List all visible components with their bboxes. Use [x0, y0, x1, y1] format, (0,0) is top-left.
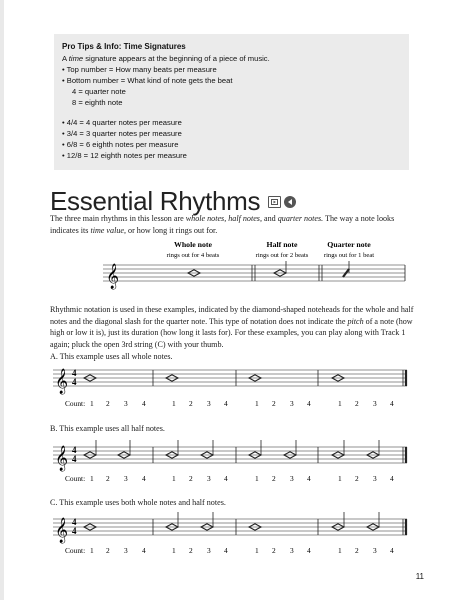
- svg-text:1: 1: [338, 546, 342, 555]
- whole-note-title: Whole note: [174, 240, 212, 249]
- svg-text:4: 4: [307, 546, 311, 555]
- svg-text:2: 2: [189, 546, 193, 555]
- tips-bottom-number: • Bottom number = What kind of note gets the beat: [62, 76, 233, 85]
- svg-text:3: 3: [373, 546, 377, 555]
- svg-text:3: 3: [124, 474, 128, 483]
- svg-text:1: 1: [255, 546, 259, 555]
- svg-text:2: 2: [355, 546, 359, 555]
- half-note-sub: rings out for 2 beats: [255, 252, 309, 259]
- svg-text:3: 3: [290, 399, 294, 408]
- svg-text:1: 1: [255, 474, 259, 483]
- treble-clef-icon: 𝄞: [55, 445, 69, 470]
- time-signature-top: 4: [72, 368, 77, 378]
- svg-text:2: 2: [272, 399, 276, 408]
- svg-text:3: 3: [290, 474, 294, 483]
- svg-text:4: 4: [224, 474, 228, 483]
- example-c-staff: [0, 507, 450, 557]
- svg-text:2: 2: [189, 399, 193, 408]
- svg-text:4: 4: [142, 399, 146, 408]
- treble-clef-icon: 𝄞: [55, 368, 69, 393]
- time-signature-bottom: 4: [72, 454, 77, 464]
- tips-list-item: • 6/8 = 6 eighth notes per measure: [62, 140, 179, 149]
- tips-eight-equals: 8 = eighth note: [72, 98, 123, 107]
- svg-text:3: 3: [290, 546, 294, 555]
- svg-text:3: 3: [207, 474, 211, 483]
- quarter-note-sub: rings out for 1 beat: [323, 252, 375, 259]
- example-c-label: C. This example uses both whole notes and half notes.: [50, 498, 226, 507]
- svg-text:1: 1: [172, 399, 176, 408]
- tips-list-item: • 3/4 = 3 quarter notes per measure: [62, 129, 182, 138]
- svg-text:2: 2: [106, 399, 110, 408]
- svg-text:2: 2: [106, 474, 110, 483]
- svg-text:3: 3: [207, 546, 211, 555]
- svg-text:1: 1: [338, 399, 342, 408]
- svg-text:3: 3: [124, 399, 128, 408]
- time-signature-top: 4: [72, 517, 77, 527]
- svg-text:1: 1: [172, 474, 176, 483]
- audio-icon[interactable]: [284, 196, 296, 208]
- tips-list-item: • 4/4 = 4 quarter notes per measure: [62, 118, 182, 127]
- svg-text:1: 1: [255, 399, 259, 408]
- svg-text:4: 4: [390, 546, 394, 555]
- quarter-note-title: Quarter note: [327, 240, 371, 249]
- svg-text:1: 1: [90, 474, 94, 483]
- svg-text:1: 1: [90, 546, 94, 555]
- time-signature-bottom: 4: [72, 377, 77, 387]
- svg-text:2: 2: [355, 399, 359, 408]
- tips-top-number: • Top number = How many beats per measure: [62, 65, 217, 74]
- svg-text:1: 1: [90, 399, 94, 408]
- count-row: [90, 546, 394, 555]
- legend-staff-lines: [103, 265, 405, 281]
- svg-text:4: 4: [390, 399, 394, 408]
- whole-note-sub: rings out for 4 beats: [166, 252, 220, 259]
- svg-text:1: 1: [172, 546, 176, 555]
- example-a-staff: [0, 363, 450, 413]
- count-label: Count:: [65, 474, 86, 483]
- svg-text:3: 3: [124, 546, 128, 555]
- tips-title: Pro Tips & Info: Time Signatures: [62, 42, 186, 51]
- example-b-label: B. This example uses all half notes.: [50, 424, 165, 433]
- tips-intro: A time signature appears at the beginning of a piece of music.: [62, 54, 270, 63]
- svg-text:2: 2: [272, 546, 276, 555]
- svg-text:2: 2: [355, 474, 359, 483]
- video-icon[interactable]: [268, 196, 281, 208]
- count-row: [90, 474, 394, 483]
- svg-text:2: 2: [189, 474, 193, 483]
- time-signature-bottom: 4: [72, 526, 77, 536]
- svg-text:4: 4: [142, 474, 146, 483]
- page-number: 11: [415, 572, 424, 581]
- svg-text:3: 3: [373, 399, 377, 408]
- mixed-notes: [84, 512, 379, 530]
- svg-text:3: 3: [373, 474, 377, 483]
- count-label: Count:: [65, 399, 86, 408]
- svg-text:4: 4: [142, 546, 146, 555]
- treble-clef-icon: 𝄞: [106, 263, 120, 288]
- svg-text:3: 3: [207, 399, 211, 408]
- time-signature-top: 4: [72, 445, 77, 455]
- svg-text:4: 4: [224, 399, 228, 408]
- svg-text:1: 1: [338, 474, 342, 483]
- half-notes: [84, 440, 379, 458]
- intro-paragraph: The three main rhythms in this lesson are whole notes, half notes, and quarter notes. The way a note looks indicates its time value, or how long it rings out for.: [50, 214, 395, 235]
- section-title: Essential Rhythms: [50, 186, 261, 216]
- svg-text:4: 4: [390, 474, 394, 483]
- count-row: [90, 399, 394, 408]
- svg-text:4: 4: [224, 546, 228, 555]
- example-a-label: A. This example uses all whole notes.: [50, 352, 173, 361]
- note-legend: [0, 238, 450, 298]
- svg-text:4: 4: [307, 474, 311, 483]
- svg-text:2: 2: [272, 474, 276, 483]
- treble-clef-icon: 𝄞: [55, 517, 69, 542]
- svg-text:2: 2: [106, 546, 110, 555]
- svg-text:4: 4: [307, 399, 311, 408]
- tips-four-equals: 4 = quarter note: [72, 87, 126, 96]
- half-note-title: Half note: [266, 240, 298, 249]
- notation-paragraph: Rhythmic notation is used in these examples, indicated by the diamond-shaped noteheads for the whole and half notes and the diagonal slash for the quarter note. This type of notation does not indicate the pitch of a note (how high or low it is), just its duration (how long it lasts for). For these examples, you can play along with Track 1 again; pluck the open 3rd string (C) with your thumb.: [50, 305, 414, 349]
- count-label: Count:: [65, 546, 86, 555]
- example-b-staff: [0, 434, 450, 484]
- pro-tips-box: [54, 34, 409, 170]
- tips-list-item: • 12/8 = 12 eighth notes per measure: [62, 151, 187, 160]
